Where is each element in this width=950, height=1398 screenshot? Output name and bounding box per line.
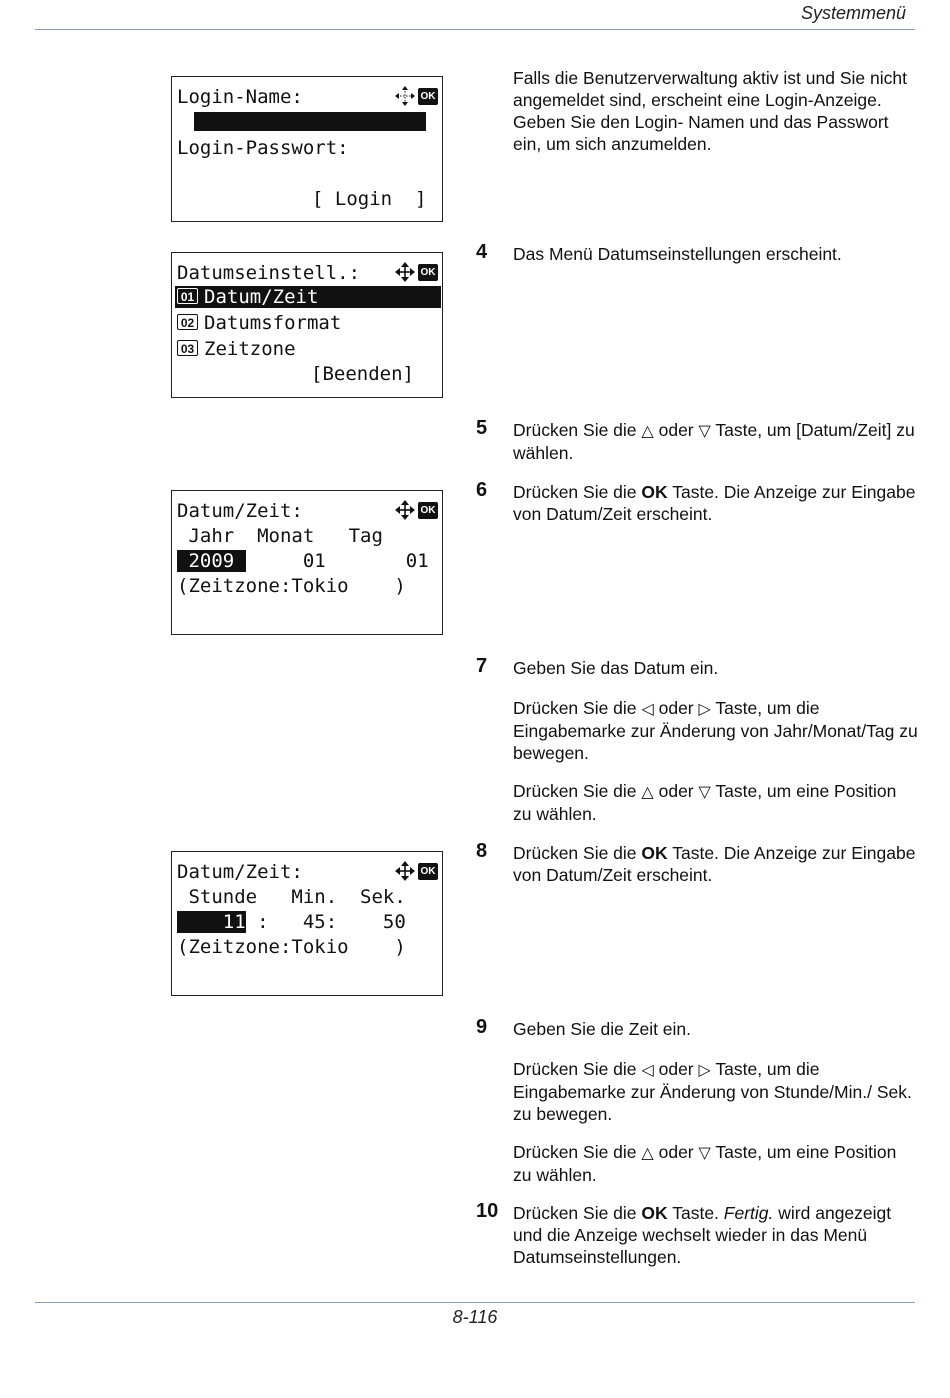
item-number-badge: 01 [177, 288, 198, 304]
login-screen [171, 76, 443, 222]
text-run: wird angezeigt und die Anzeige wechselt wieder in das Menü Datumseinstellungen. [513, 1203, 892, 1267]
hour-field[interactable]: 11 [177, 911, 246, 933]
step-number: 7 [476, 655, 488, 677]
text-run: Drücken Sie die [513, 482, 637, 502]
left-arrow-key-icon: ◁ [641, 699, 654, 718]
menu-item-label: Zeitzone [204, 338, 296, 360]
step-number: 6 [476, 479, 488, 501]
text-run: oder [658, 1059, 694, 1079]
step-5-text [513, 419, 918, 464]
up-arrow-key-icon: △ [641, 782, 654, 801]
step-9-position-paragraph [513, 1141, 918, 1186]
date-values-row [177, 550, 429, 572]
login-button[interactable]: [ Login ] [312, 188, 427, 210]
menu-item-label: Datum/Zeit [204, 286, 319, 308]
text-run: Taste, um eine Position zu wählen. [513, 781, 897, 824]
up-arrow-key-icon: △ [641, 1143, 654, 1162]
right-arrow-key-icon: ▷ [698, 1060, 711, 1079]
step-6-text [513, 481, 918, 525]
login-name-input[interactable] [194, 112, 426, 131]
step-number: 10 [476, 1200, 499, 1222]
text-run: oder [658, 698, 694, 718]
text-run: Drücken Sie die [513, 1142, 637, 1162]
up-arrow-key-icon: △ [641, 421, 654, 440]
fertig-message: Fertig. [723, 1203, 774, 1223]
minute-second-fields[interactable]: : 45: 50 [245, 911, 406, 933]
down-arrow-key-icon: ▽ [698, 782, 711, 801]
text-run: Taste, um die Eingabemarke zur Änderung von Stunde/Min./ Sek. zu bewegen. [513, 1059, 912, 1124]
down-arrow-key-icon: ▽ [698, 421, 711, 440]
step-number: 9 [476, 1016, 488, 1038]
text-run: oder [658, 1142, 694, 1162]
page-number: 8-116 [452, 1307, 498, 1327]
menu-item-label: Datumsformat [204, 312, 342, 334]
text-run: Drücken Sie die [513, 843, 637, 863]
time-values-row [177, 911, 406, 933]
step-8-text [513, 842, 918, 886]
ok-key-icon: OK [418, 502, 438, 519]
step-9-text: Geben Sie die Zeit ein. [513, 1019, 692, 1039]
login-password-label: Login-Passwort: [177, 137, 349, 159]
text-run: Drücken Sie die [513, 420, 637, 440]
text-run: Drücken Sie die [513, 1059, 637, 1079]
navigation-arrows-icon [394, 499, 416, 521]
navigation-arrows-icon [394, 85, 416, 107]
exit-button[interactable]: [Beenden] [311, 363, 414, 385]
footer-rule [35, 1302, 915, 1303]
text-run: Drücken Sie die [513, 1203, 637, 1223]
text-run: Drücken Sie die [513, 781, 637, 801]
ok-key-icon: OK [418, 863, 438, 880]
item-number-badge: 03 [177, 340, 198, 356]
month-day-fields[interactable]: 01 01 [245, 550, 429, 572]
left-arrow-key-icon: ◁ [641, 1060, 654, 1079]
text-run: Taste, um [Datum/Zeit] zu wählen. [513, 420, 915, 463]
step-7-cursor-paragraph [513, 697, 918, 764]
text-run: oder [658, 420, 694, 440]
text-run: Taste. [672, 1203, 719, 1223]
item-number-badge: 02 [177, 314, 198, 330]
text-run: Taste. Die Anzeige zur Eingabe von Datum/Zeit erscheint. [513, 843, 916, 885]
step-7-position-paragraph [513, 780, 918, 825]
menu-item-datum-zeit[interactable] [177, 286, 318, 308]
screen-title: Datum/Zeit: [177, 861, 303, 883]
header-rule [35, 29, 915, 30]
section-title: Systemmenü [800, 3, 906, 23]
timezone-line: (Zeitzone:Tokio ) [177, 575, 406, 597]
down-arrow-key-icon: ▽ [698, 1143, 711, 1162]
navigation-arrows-icon [394, 860, 416, 882]
date-entry-screen [171, 490, 443, 635]
text-run: Taste, um eine Position zu wählen. [513, 1142, 897, 1185]
step-9-cursor-paragraph [513, 1058, 918, 1125]
ok-key-icon: OK [418, 88, 438, 105]
year-field[interactable]: 2009 [177, 550, 246, 572]
menu-item-zeitzone[interactable] [177, 338, 296, 360]
text-run: oder [658, 781, 694, 801]
menu-item-datumsformat[interactable] [177, 312, 341, 334]
right-arrow-key-icon: ▷ [698, 699, 711, 718]
screen-title: Datum/Zeit: [177, 500, 303, 522]
login-name-label: Login-Name: [177, 86, 303, 108]
date-settings-menu [171, 252, 443, 398]
step-number: 4 [476, 241, 488, 263]
time-field-headers: Stunde Min. Sek. [177, 886, 406, 908]
text-run: Taste. Die Anzeige zur Eingabe von Datum/Zeit erscheint. [513, 482, 916, 524]
ok-key-label: OK [641, 482, 668, 502]
navigation-arrows-icon [394, 261, 416, 283]
text-run: Taste, um die Eingabemarke zur Änderung von Jahr/Monat/Tag zu bewegen. [513, 698, 918, 763]
step-4-text: Das Menü Datumseinstellungen erscheint. [513, 244, 842, 264]
timezone-line: (Zeitzone:Tokio ) [177, 936, 406, 958]
intro-paragraph: Falls die Benutzerverwaltung aktiv ist und Sie nicht angemeldet sind, erscheint eine Login-Anzeige. Geben Sie den Login- Namen und das Passwort ein, um sich anzumelden. [513, 68, 907, 154]
ok-key-label: OK [641, 843, 668, 863]
text-run: Drücken Sie die [513, 698, 637, 718]
date-field-headers: Jahr Monat Tag [177, 525, 383, 547]
menu-title: Datumseinstell.: [177, 262, 361, 284]
step-number: 8 [476, 840, 488, 862]
step-10-text [513, 1202, 918, 1268]
step-7-text: Geben Sie das Datum ein. [513, 658, 719, 678]
step-number: 5 [476, 417, 488, 439]
ok-key-label: OK [641, 1203, 668, 1223]
time-entry-screen [171, 851, 443, 996]
ok-key-icon: OK [418, 264, 438, 281]
